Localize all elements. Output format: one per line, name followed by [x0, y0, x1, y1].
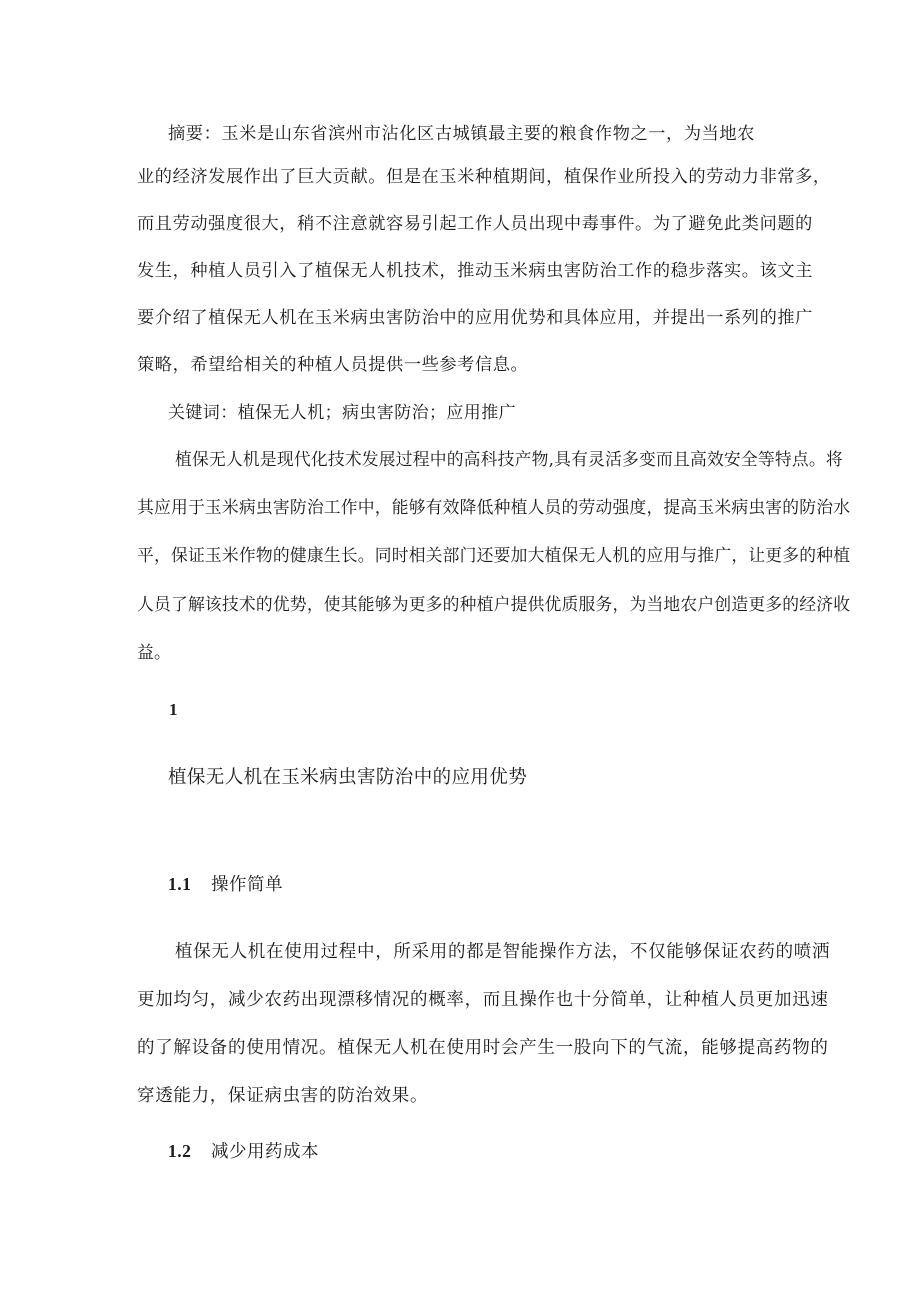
section-1-1-line: 穿透能力，保证病虫害的防治效果。 — [137, 1086, 429, 1106]
section-1-2-heading — [168, 1138, 319, 1163]
section-1-1-line: 植保无人机在使用过程中，所采用的都是智能操作方法，不仅能够保证农药的喷洒 — [175, 942, 831, 962]
section-1-1-number: 1.1 — [168, 874, 192, 894]
abstract-line: 业的经济发展作出了巨大贡献。但是在玉米种植期间，植保作业所投入的劳动力非常多， — [137, 167, 831, 187]
section-1-1-line: 更加均匀，减少农药出现漂移情况的概率，而且操作也十分简单，让种植人员更加迅速 — [137, 990, 829, 1010]
section-1-1-heading — [168, 871, 283, 896]
section-1-number: 1 — [169, 700, 178, 719]
intro-line: 其应用于玉米病虫害防治工作中，能够有效降低种植人员的劳动强度，提高玉米病虫害的防治水 — [137, 497, 851, 517]
abstract-line: 摘要：玉米是山东省滨州市沾化区古城镇最主要的粮食作物之一，为当地农 — [168, 124, 755, 144]
intro-line: 人员了解该技术的优势，使其能够为更多的种植户提供优质服务，为当地农户创造更多的经济收 — [137, 594, 851, 614]
section-1-1-line: 的了解设备的使用情况。植保无人机在使用时会产生一股向下的气流，能够提高药物的 — [137, 1038, 829, 1058]
section-1-1-title: 操作简单 — [211, 875, 283, 895]
section-1-2-number: 1.2 — [168, 1141, 192, 1161]
intro-line: 益。 — [137, 642, 171, 662]
keywords: 关键词：植保无人机；病虫害防治；应用推广 — [168, 403, 516, 423]
section-1-title: 植保无人机在玉米病虫害防治中的应用优势 — [168, 767, 528, 788]
abstract-line: 而且劳动强度很大，稍不注意就容易引起工作人员出现中毒事件。为了避免此类问题的 — [137, 214, 813, 234]
intro-line: 平，保证玉米作物的健康生长。同时相关部门还要加大植保无人机的应用与推广，让更多的种植 — [137, 545, 851, 565]
section-1-2-title: 减少用药成本 — [211, 1142, 319, 1162]
abstract-line: 要介绍了植保无人机在玉米病虫害防治中的应用优势和具体应用，并提出一系列的推广 — [137, 308, 813, 328]
abstract-line: 策略，希望给相关的种植人员提供一些参考信息。 — [137, 355, 529, 375]
abstract-line: 发生，种植人员引入了植保无人机技术，推动玉米病虫害防治工作的稳步落实。该文主 — [137, 261, 813, 281]
intro-line: 植保无人机是现代化技术发展过程中的高科技产物,具有灵活多变而且高效安全等特点。将 — [175, 449, 843, 469]
